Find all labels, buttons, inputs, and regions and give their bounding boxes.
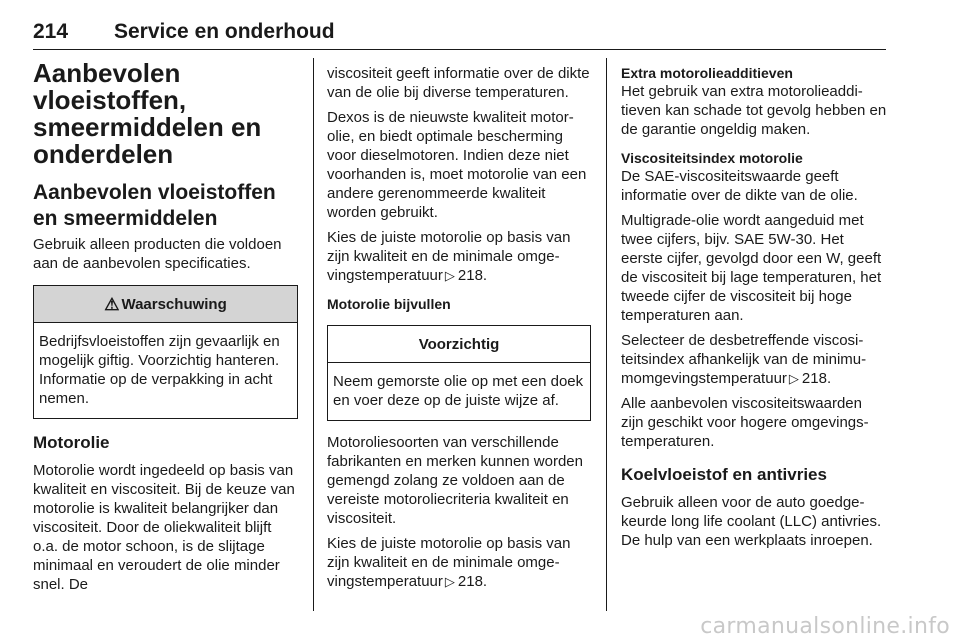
column-divider-2 [606,58,607,611]
caution-title: Voorzichtig [328,326,590,363]
warning-title: Waarschuwing [121,295,227,313]
warning-header [34,286,297,323]
dexos-text: Dexos is de nieuwste kwaliteit motorolie, en biedt optimale bescherming voor dieselmotoren. Indien deze niet voorhanden is, moet motorolie van een andere gerenommeerde kwaliteit worden gebruikt. [327,109,587,221]
multigrade-text: Multigrade-olie wordt aangeduid met twee cijfers, bijv. SAE 5W-30. Het eerste cijfer, gevolgd door een W, geeft de viscositeit bij lage temperaturen, het tweede cijfer de viscositeit bij hoge temperaturen aan. [621,212,882,324]
page-ref-arrow-icon: ▷ [444,574,455,589]
select-index-text: Selecteer de desbetreffende viscositeitsindex afhankelijk van de minimumomgevingstemperatuur ▷ 218. [621,332,867,387]
warning-box [33,285,298,419]
section-subtitle: Aanbevolen vloeistoffen en smeermiddelen [33,181,276,230]
column-1 [33,60,298,600]
choose-oil-text-2: Kies de juiste motorolie op basis van zijn kwaliteit en de minimale omgevingstemperatuur ▷ 218. [327,535,571,590]
column-divider-1 [313,58,314,611]
page-number: 214 [33,20,69,43]
chapter-title: Aanbevolen vloeistoffen, smeermiddelen en onderdelen [33,58,262,169]
all-values-text: Alle aanbevolen viscositeitswaarden zijn geschikt voor hogere omgevingstemperaturen. [621,395,869,450]
column-2 [327,64,591,597]
motorolie-text: Motorolie wordt ingedeeld op basis van kwaliteit en viscositeit. Bij de keuze van motorolie is kwaliteit belangrijker dan viscositeit. Door de oliekwaliteit blijft o.a. de motor schoon, is de slijtage minimaal en veroudert de olie minder snel. De [33,462,295,593]
caution-box [327,325,591,421]
header-rule [33,49,886,50]
additieven-text: Het gebruik van extra motorolieadditieven kan schade tot gevolg hebben en de garantie ongeldig maken. [621,83,887,138]
intro-text: Gebruik alleen producten die voldoen aan de aanbevolen specificaties. [33,236,282,272]
viscosity-text: viscositeit geeft informatie over de dikte van de olie bij diverse temperaturen. [327,65,590,101]
mixing-text: Motoroliesoorten van verschillende fabrikanten en merken kunnen worden gemengd zolang ze voldoen aan de vereiste motoroliecriteria kwaliteit en viscositeit. [327,434,583,527]
viscositeit-heading: Viscositeitsindex motorolie [621,150,803,166]
page-ref-arrow-icon: ▷ [788,371,799,386]
page-reference[interactable]: 218. [801,370,832,387]
page-header [33,8,886,48]
sae-text: De SAE-viscositeitswaarde geeft informatie over de dikte van de olie. [621,168,858,204]
section-title: Service en onderhoud [114,20,335,43]
additieven-heading: Extra motorolieadditieven [621,65,793,81]
koelvloeistof-text: Gebruik alleen voor de auto goedgekeurde long life coolant (LLC) antivries. De hulp van een werkplaats inroepen. [621,494,882,549]
warning-text: Bedrijfsvloeistoffen zijn gevaarlijk en mogelijk giftig. Voorzichtig hanteren. Informatie op de verpakking in acht nemen. [39,333,280,407]
caution-text: Neem gemorste olie op met een doek en voer deze op de juiste wijze af. [333,373,584,409]
page-reference[interactable]: 218. [457,573,488,590]
koelvloeistof-heading: Koelvloeistof en antivries [621,465,827,484]
watermark: carmanualsonline.info [700,614,950,639]
page-reference[interactable]: 218. [457,267,488,284]
bijvullen-heading: Motorolie bijvullen [327,296,451,312]
warning-triangle-icon: ⚠ [104,294,120,314]
column-3 [621,64,888,556]
page-ref-arrow-icon: ▷ [444,268,455,283]
motorolie-heading: Motorolie [33,433,110,452]
choose-oil-text-1: Kies de juiste motorolie op basis van zijn kwaliteit en de minimale omgevingstemperatuur ▷ 218. [327,229,571,284]
